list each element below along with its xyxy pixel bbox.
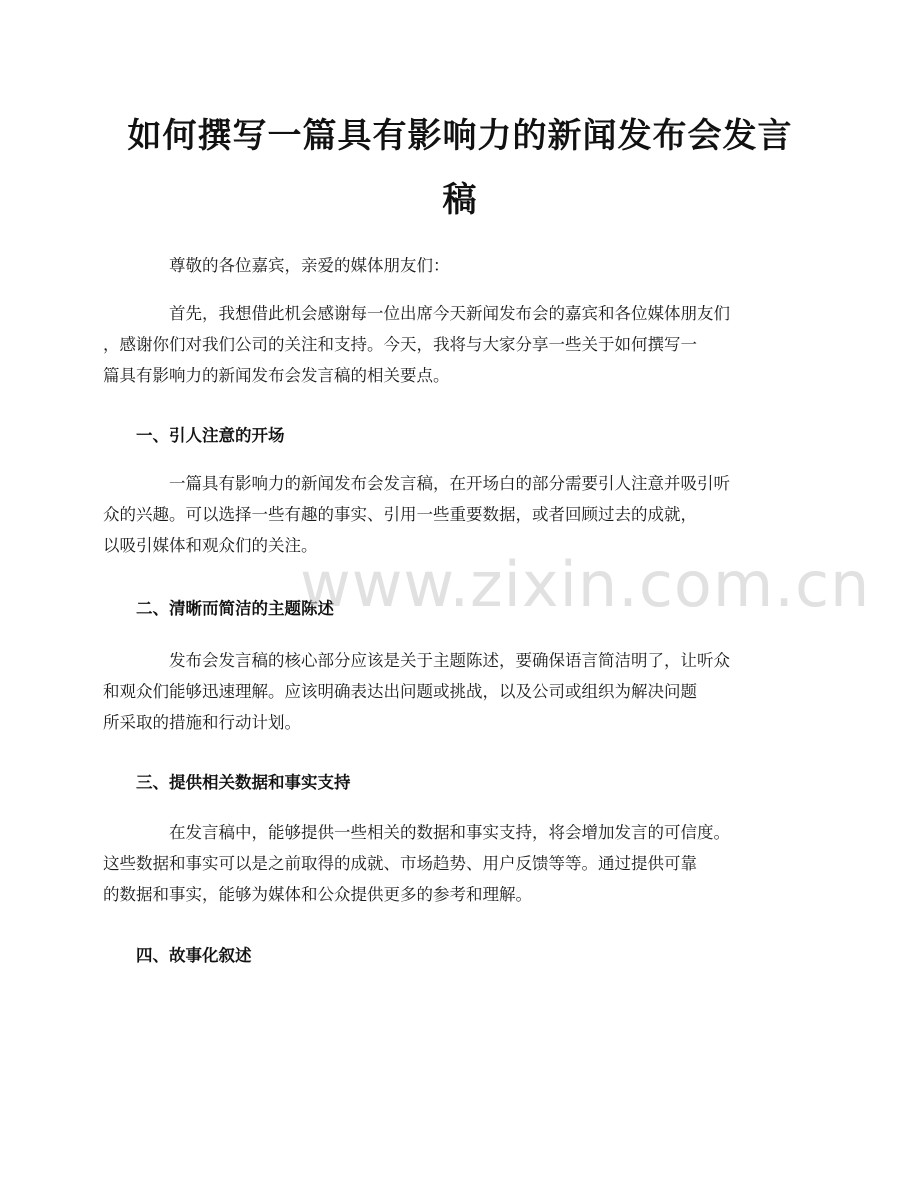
title-line-2: 稿 — [442, 180, 478, 220]
watermark: www.zixin.com.cn — [300, 548, 871, 621]
intro-line: 篇具有影响力的新闻发布会发言稿的相关要点。 — [103, 366, 450, 385]
section-paragraph-2 — [103, 645, 788, 738]
title-line-1: 如何撰写一篇具有影响力的新闻发布会发言 — [127, 116, 793, 156]
paragraph-line: 这些数据和事实可以是之前取得的成就、市场趋势、用户反馈等等。通过提供可靠 — [103, 854, 697, 873]
section-heading-4: 四、故事化叙述 — [136, 946, 252, 965]
intro-line: ，感谢你们对我们公司的关注和支持。今天，我将与大家分享一些关于如何撰写一 — [103, 335, 697, 354]
section-heading-1: 一、引人注意的开场 — [136, 426, 285, 445]
greeting-paragraph — [136, 250, 788, 281]
paragraph-line: 在发言稿中，能够提供一些相关的数据和事实支持，将会增加发言的可信度。 — [169, 823, 730, 842]
section-paragraph-3 — [103, 817, 788, 910]
intro-paragraph — [103, 298, 788, 391]
paragraph-line: 以吸引媒体和观众们的关注。 — [103, 536, 318, 555]
paragraph-line: 一篇具有影响力的新闻发布会发言稿，在开场白的部分需要引人注意并吸引听 — [169, 474, 730, 493]
section-heading-2: 二、清晰而简洁的主题陈述 — [136, 599, 334, 618]
paragraph-line: 发布会发言稿的核心部分应该是关于主题陈述，要确保语言简洁明了，让听众 — [169, 651, 730, 670]
greeting-text: 尊敬的各位嘉宾，亲爱的媒体朋友们： — [169, 256, 450, 275]
section-paragraph-1 — [103, 468, 788, 561]
paragraph-line: 众的兴趣。可以选择一些有趣的事实、引用一些重要数据，或者回顾过去的成就， — [103, 505, 697, 524]
paragraph-line: 的数据和事实，能够为媒体和公众提供更多的参考和理解。 — [103, 885, 532, 904]
intro-line: 首先，我想借此机会感谢每一位出席今天新闻发布会的嘉宾和各位媒体朋友们 — [169, 304, 730, 323]
document-title — [120, 104, 800, 232]
paragraph-line: 所采取的措施和行动计划。 — [103, 713, 301, 732]
section-heading-3: 三、提供相关数据和事实支持 — [136, 773, 351, 792]
paragraph-line: 和观众们能够迅速理解。应该明确表达出问题或挑战，以及公司或组织为解决问题 — [103, 682, 697, 701]
